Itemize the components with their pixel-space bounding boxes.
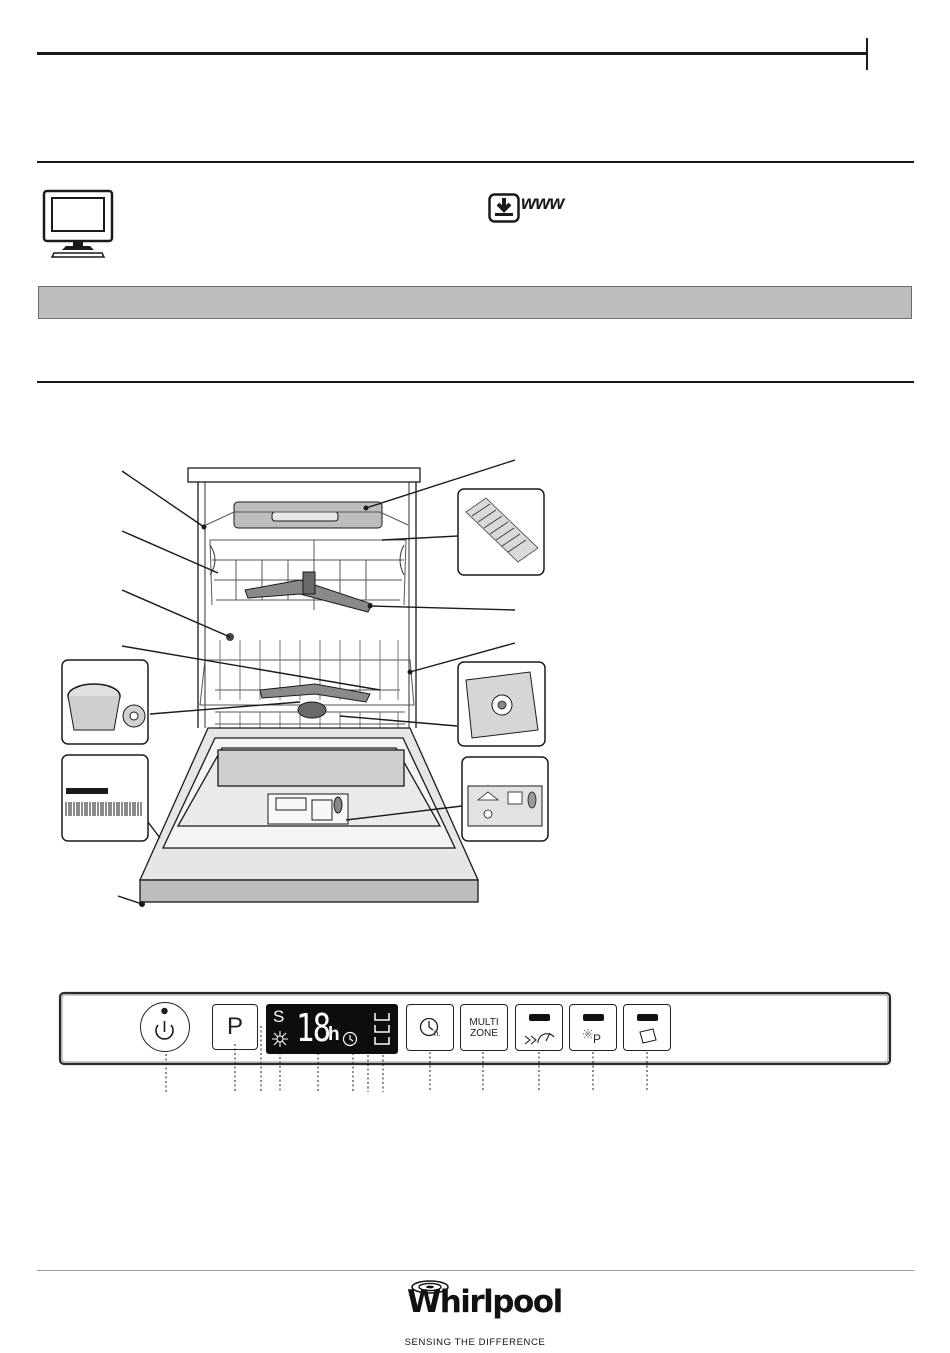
lcd-display [266, 1004, 398, 1054]
middle-spray-arm [245, 572, 372, 612]
option-button-3[interactable] [623, 1004, 671, 1051]
barcode-icon [66, 802, 141, 816]
brand-tagline: SENSING THE DIFFERENCE [404, 1337, 546, 1348]
top-spray-arm [234, 502, 382, 528]
program-button-label: P [226, 1013, 243, 1040]
top-rule [37, 52, 867, 55]
callout-rating-plate [62, 755, 148, 841]
footer-rule [37, 1270, 914, 1271]
multizone-label-line1: MULTI [469, 1017, 499, 1028]
delay-start-button[interactable] [406, 1004, 454, 1051]
section-title-bar [38, 286, 912, 319]
power-button[interactable] [140, 1002, 190, 1052]
callout-dispenser [462, 757, 548, 841]
option-1-led [529, 1014, 550, 1021]
svg-text:P: P [593, 1032, 602, 1046]
section-rule-2 [37, 381, 914, 383]
power-icon [141, 1003, 188, 1050]
option-2-led [583, 1014, 604, 1021]
callout-cutlery-tray [458, 489, 544, 575]
program-button[interactable] [212, 1004, 258, 1050]
display-digits: 18 [296, 1006, 330, 1050]
lower-spray-arm [260, 684, 370, 718]
callout-salt-reservoir [458, 662, 545, 746]
callout-filter [62, 660, 148, 744]
display-unit: h [328, 1024, 340, 1045]
brand-name: Whirlpool [407, 1284, 562, 1320]
basket-zone-indicator [372, 1010, 392, 1050]
svg-text:h.: h. [434, 1029, 441, 1038]
tablet-icon [637, 1027, 659, 1045]
monitor-keyboard-icon [42, 189, 116, 259]
section-rule-1 [37, 161, 914, 163]
rinse-aid-icon [271, 1030, 289, 1048]
download-www-label: www [521, 193, 564, 214]
top-rule-tick [866, 38, 868, 70]
clock-h-icon [407, 1005, 453, 1050]
sparkle-p-icon [580, 1025, 608, 1047]
fast-wash-icon [522, 1025, 558, 1047]
multizone-label-line2: ZONE [470, 1028, 498, 1039]
option-3-led [637, 1014, 658, 1021]
detergent-dispenser [268, 794, 348, 824]
multizone-button[interactable] [460, 1004, 508, 1051]
delay-clock-icon [342, 1030, 360, 1048]
dishwasher-diagram [0, 440, 560, 920]
salt-indicator: S [273, 1007, 285, 1026]
option-button-2[interactable] [569, 1004, 617, 1051]
download-arrow-icon [488, 193, 520, 223]
option-button-1[interactable] [515, 1004, 563, 1051]
